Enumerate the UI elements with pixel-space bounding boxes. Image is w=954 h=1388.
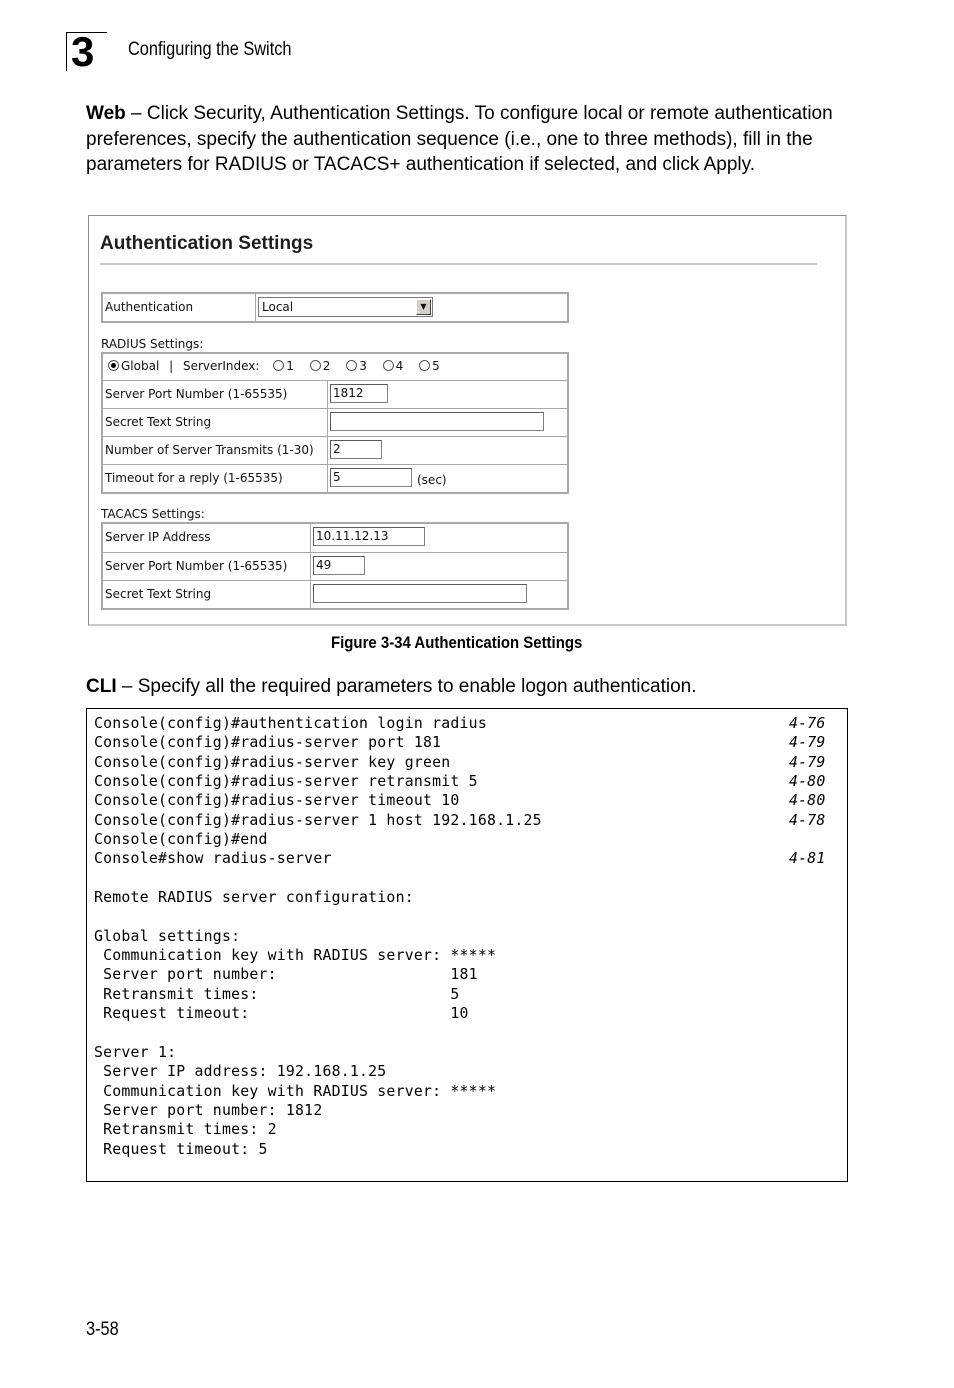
radius-port-label: Server Port Number (1-65535)	[105, 387, 288, 401]
radius-port-row	[103, 380, 567, 408]
tacacs-port-label: Server Port Number (1-65535)	[105, 559, 288, 573]
authentication-settings-screenshot	[88, 215, 847, 626]
web-paragraph	[86, 101, 856, 178]
server-index-1-label: 1	[286, 359, 294, 373]
cli-lead: CLI	[86, 676, 117, 697]
code-line: Request timeout: 10	[94, 1005, 469, 1023]
code-line: Global settings:	[94, 927, 241, 945]
code-line: Remote RADIUS server configuration:	[94, 889, 414, 907]
authentication-row	[103, 294, 567, 321]
code-page-reference: 4-79	[789, 753, 826, 771]
radius-timeout-label: Timeout for a reply (1-65535)	[105, 471, 283, 485]
global-label: Global	[121, 359, 160, 373]
code-page-reference	[789, 830, 826, 849]
panel-title: Authentication Settings	[100, 233, 314, 254]
tacacs-secret-label: Secret Text String	[105, 587, 212, 601]
code-page-reference: 4-80	[789, 773, 826, 791]
code-line: Communication key with RADIUS server: *****	[94, 1082, 497, 1100]
tacacs-secret-row	[103, 580, 567, 608]
code-line	[94, 1024, 542, 1043]
title-divider	[100, 263, 817, 265]
code-line: Console(config)#radius-server key green	[94, 753, 451, 771]
code-line: Retransmit times: 2	[94, 1121, 277, 1139]
authentication-form	[101, 292, 569, 323]
radius-transmits-input[interactable]: 2	[330, 440, 382, 459]
tacacs-port-input[interactable]: 49	[313, 556, 365, 575]
radius-secret-row	[103, 408, 567, 436]
server-index-radio-5[interactable]	[419, 360, 430, 371]
tacacs-settings-form	[101, 522, 569, 610]
radius-secret-input[interactable]	[330, 412, 544, 431]
page-number: 3-58	[86, 1319, 119, 1340]
code-line: Server IP address: 192.168.1.25	[94, 1063, 387, 1081]
code-page-reference: 4-81	[789, 850, 826, 868]
authentication-selected-value: Local	[262, 300, 294, 314]
cli-text: – Specify all the required parameters to enable logon authentication.	[116, 676, 697, 697]
code-page-reference: 4-76	[789, 715, 826, 732]
cli-paragraph	[86, 674, 856, 700]
tacacs-secret-input[interactable]	[313, 584, 527, 603]
code-line: Communication key with RADIUS server: *****	[94, 947, 497, 965]
chevron-down-icon[interactable]: ▼	[416, 299, 431, 315]
server-index-4-label: 4	[395, 359, 404, 373]
code-line: Server 1:	[94, 1043, 177, 1061]
code-line: Server port number: 181	[94, 966, 478, 984]
radius-transmits-row	[103, 436, 567, 464]
figure-caption: Figure 3-34 Authentication Settings	[331, 633, 583, 652]
code-line: Console(config)#radius-server 1 host 192.168.1.25	[94, 811, 542, 829]
tacacs-ip-input[interactable]: 10.11.12.13	[313, 527, 425, 546]
code-line: Console(config)#end	[94, 831, 268, 849]
radius-transmits-label: Number of Server Transmits (1-30)	[105, 443, 314, 457]
server-index-radio-1[interactable]	[273, 360, 284, 371]
chapter-number-box	[66, 28, 107, 75]
timeout-unit: (sec)	[417, 473, 447, 487]
server-index-radio-4[interactable]	[383, 360, 394, 371]
separator: |	[169, 359, 174, 373]
radius-timeout-row	[103, 464, 567, 492]
code-page-reference: 4-79	[789, 734, 826, 752]
code-page-reference: 4-80	[789, 792, 826, 810]
code-line: Console(config)#authentication login radius	[94, 715, 487, 732]
authentication-label: Authentication	[105, 300, 194, 314]
server-index-radio-2[interactable]	[310, 360, 321, 371]
chapter-title: Configuring the Switch	[128, 39, 292, 60]
server-index-radio-3[interactable]	[346, 360, 357, 371]
code-page-reference: 4-78	[789, 811, 826, 829]
code-line: Console(config)#radius-server port 181	[94, 734, 442, 752]
tacacs-settings-label: TACACS Settings:	[101, 507, 205, 521]
chapter-number: 3	[71, 28, 95, 75]
radius-secret-label: Secret Text String	[105, 415, 212, 429]
radius-timeout-input[interactable]: 5	[330, 468, 412, 487]
code-line: Server port number: 1812	[94, 1101, 323, 1119]
tacacs-ip-label: Server IP Address	[105, 530, 211, 544]
tacacs-ip-row	[103, 524, 567, 552]
global-radio[interactable]	[108, 360, 119, 371]
web-lead: Web	[86, 103, 126, 124]
code-line	[94, 907, 542, 926]
code-line: Console(config)#radius-server retransmit 5	[94, 773, 478, 791]
radius-settings-form	[101, 352, 569, 494]
authentication-select[interactable]	[258, 297, 433, 317]
radius-settings-label: RADIUS Settings:	[101, 337, 204, 351]
code-line: Console#show radius-server	[94, 850, 332, 868]
server-index-2-label: 2	[322, 359, 331, 373]
code-line: Request timeout: 5	[94, 1140, 268, 1158]
server-index-5-label: 5	[432, 359, 440, 373]
tacacs-port-row	[103, 552, 567, 580]
code-line: Retransmit times: 5	[94, 985, 460, 1003]
cli-code-block	[86, 708, 848, 1182]
server-index-3-label: 3	[359, 359, 367, 373]
web-text: – Click Security, Authentication Settings. To configure local or remote authentication preferences, specify the authentication sequence (i.e., one to three methods), fill in the parameters for RADIUS or TACACS+ authentication if selected, and click Apply.	[86, 103, 833, 175]
radius-index-row	[103, 354, 567, 380]
code-line	[94, 869, 542, 888]
radius-port-input[interactable]: 1812	[330, 384, 388, 403]
code-page-references	[789, 714, 826, 869]
code-lines	[94, 714, 542, 1159]
code-line: Console(config)#radius-server timeout 10	[94, 792, 460, 810]
server-index-label: ServerIndex:	[182, 359, 260, 373]
